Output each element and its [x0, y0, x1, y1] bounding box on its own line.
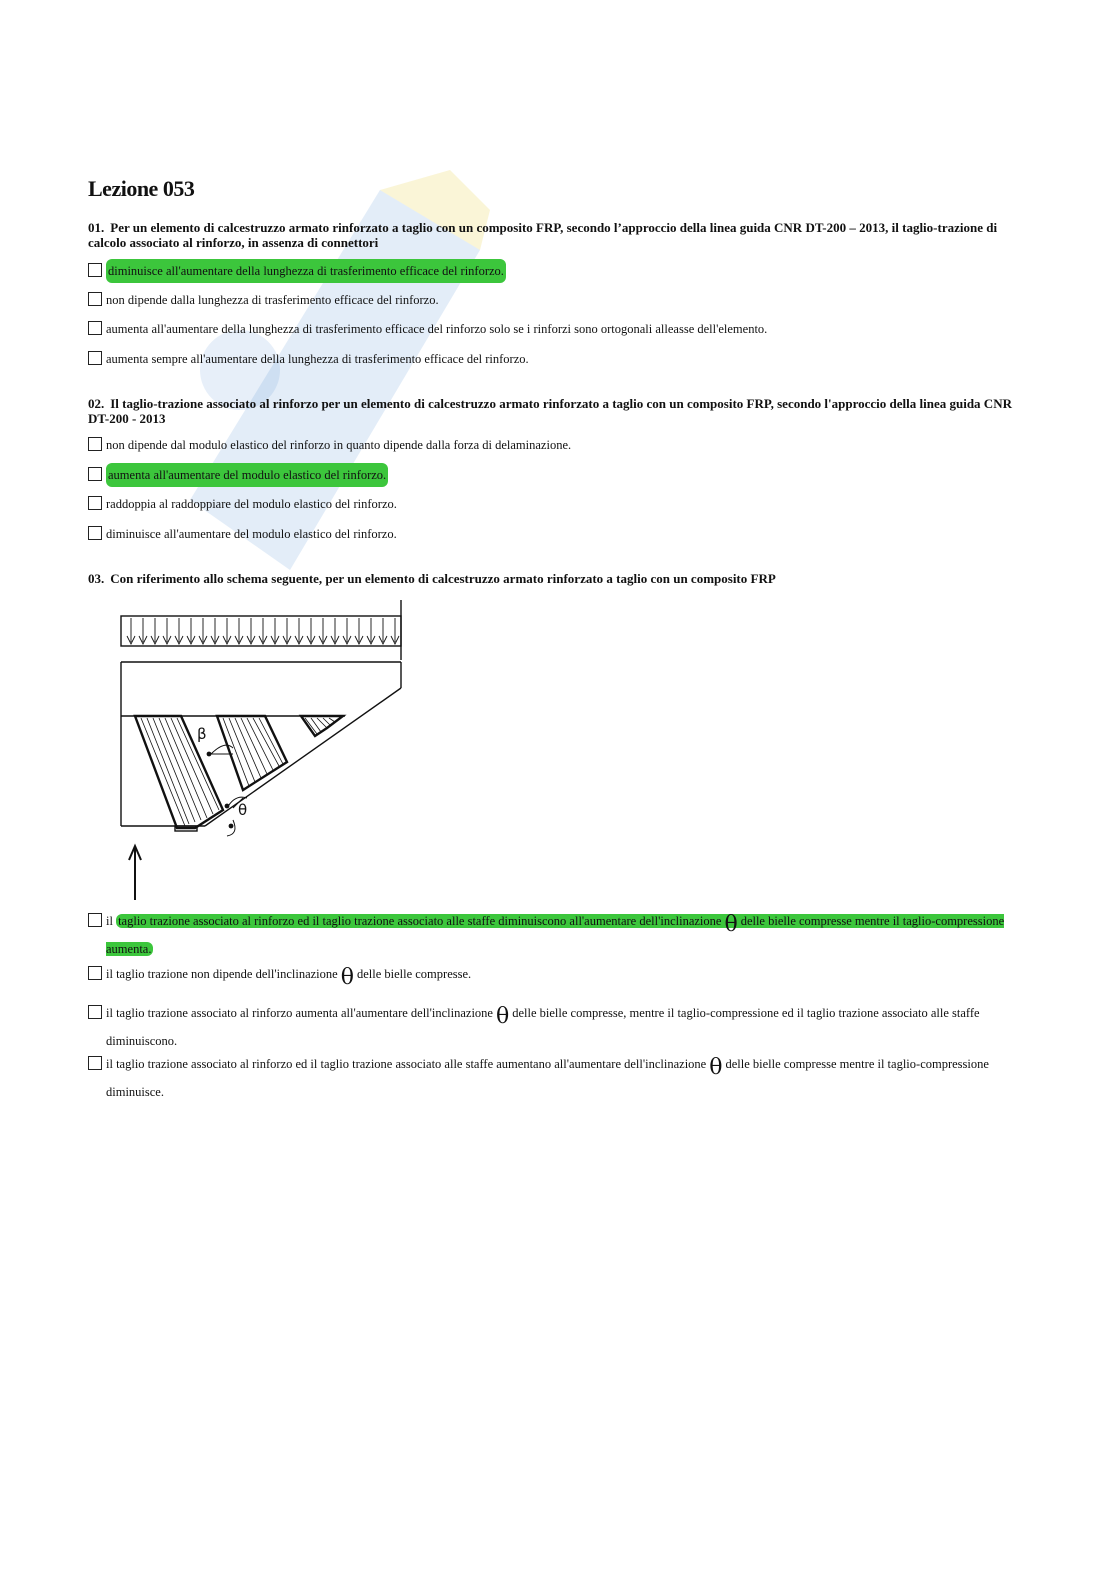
q2-option-3[interactable]: raddoppia al raddoppiare del modulo elastico del rinforzo. [88, 492, 1028, 516]
checkbox[interactable] [88, 966, 102, 980]
theta-symbol: θ [340, 965, 354, 990]
checkbox[interactable] [88, 467, 102, 481]
checkbox[interactable] [88, 351, 102, 365]
q1-option-3[interactable]: aumenta all'aumentare della lunghezza di trasferimento efficace del rinforzo solo se i rinforzi sono ortogonali alleasse dell'elemento. [88, 317, 1028, 341]
q3-option-4[interactable]: il taglio trazione associato al rinforzo ed il taglio trazione associato alle staffe aumentano all'aumentare dell'inclinazione θ delle bielle compresse mentre il taglio-compressione diminuisce. [88, 1052, 1028, 1104]
q2-option-4[interactable]: diminuisce all'aumentare del modulo elastico del rinforzo. [88, 522, 1028, 546]
checkbox[interactable] [88, 437, 102, 451]
question-1: 01. Per un elemento di calcestruzzo armato rinforzato a taglio con un composito FRP, secondo l’approccio della linea guida CNR DT-200 – 2013, il taglio-trazione di calcolo associato al rinforzo, in assenza di connettori [88, 220, 998, 250]
q3-option-2[interactable]: il taglio trazione non dipende dell'inclinazione θ delle bielle compresse. [88, 962, 1028, 990]
checkbox[interactable] [88, 292, 102, 306]
beta-symbol: β [197, 725, 207, 743]
question-2: 02. Il taglio-trazione associato al rinforzo per un elemento di calcestruzzo armato rinforzato a taglio con un composito FRP, secondo l'approccio della linea guida CNR DT-200 - 2013 [88, 396, 1012, 426]
theta-symbol: θ [724, 912, 738, 937]
checkbox[interactable] [88, 321, 102, 335]
theta-symbol: θ [709, 1055, 723, 1080]
lesson-title: Lezione 053 [88, 176, 195, 201]
question-3: 03. Con riferimento allo schema seguente, per un elemento di calcestruzzo armato rinforzato a taglio con un composito FRP [88, 571, 776, 586]
checkbox[interactable] [88, 526, 102, 540]
q3-option-3[interactable]: il taglio trazione associato al rinforzo aumenta all'aumentare dell'inclinazione θ delle bielle compresse, mentre il taglio-compressione ed il taglio trazione associato alle staffe diminuiscono. [88, 1001, 1028, 1053]
q1-option-1[interactable]: diminuisce all'aumentare della lunghezza di trasferimento efficace del rinforzo. [88, 259, 1028, 283]
q2-option-2[interactable]: aumenta all'aumentare del modulo elastico del rinforzo. [88, 463, 1028, 487]
checkbox[interactable] [88, 263, 102, 277]
q1-option-2[interactable]: non dipende dalla lunghezza di trasferimento efficace del rinforzo. [88, 288, 1028, 312]
checkbox[interactable] [88, 1056, 102, 1070]
theta-symbol: θ [495, 1004, 510, 1029]
theta-symbol: θ [238, 801, 248, 819]
frp-shear-diagram [115, 598, 415, 904]
q2-option-1[interactable]: non dipende dal modulo elastico del rinforzo in quanto dipende dalla forza di delaminazione. [88, 433, 1028, 457]
q1-option-4[interactable]: aumenta sempre all'aumentare della lunghezza di trasferimento efficace del rinforzo. [88, 347, 1028, 371]
checkbox[interactable] [88, 1005, 102, 1019]
q3-option-1[interactable]: il taglio trazione associato al rinforzo ed il taglio trazione associato alle staffe diminuiscono all'aumentare dell'inclinazione θ delle bielle compresse mentre il taglio-compressione aumenta. [88, 909, 1028, 961]
checkbox[interactable] [88, 496, 102, 510]
checkbox[interactable] [88, 913, 102, 927]
